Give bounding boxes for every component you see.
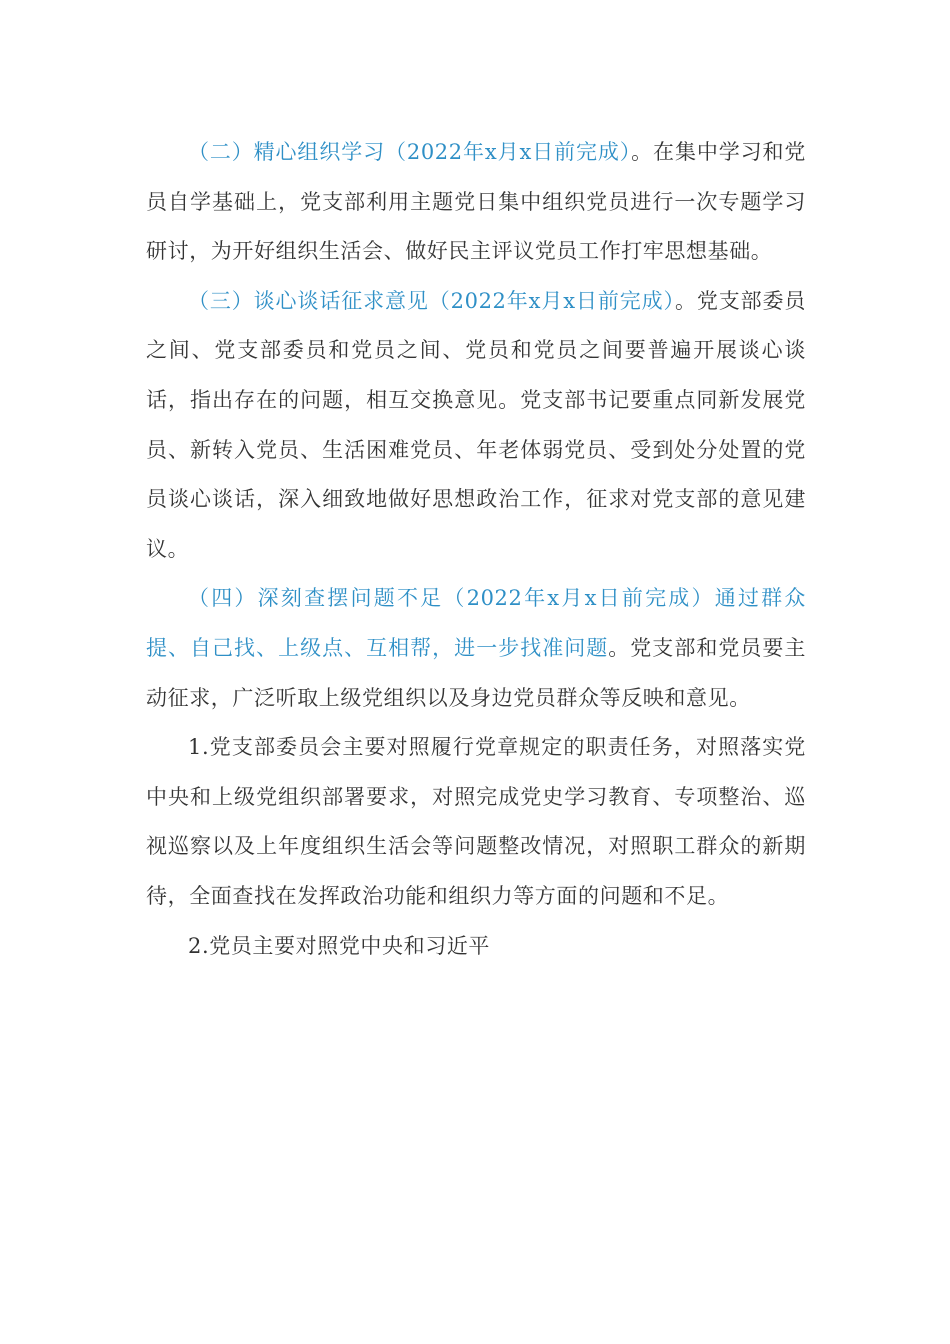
section-heading: （三）谈心谈话征求意见（2022年x月x日前完成） <box>188 288 675 313</box>
paragraph-heart-to-heart <box>146 277 806 575</box>
paragraph-text: 。党支部委员之间、党支部委员和党员之间、党员和党员之间要普遍开展谈心谈话，指出存在的问题，相互交换意见。党支部书记要重点同新发展党员、新转入党员、生活困难党员、年老体弱党员、受到处分处置的党员谈心谈话，深入细致地做好思想政治工作，征求对党支部的意见建议。 <box>146 288 806 561</box>
paragraph-text: 。在集中学习和党员自学基础上，党支部利用主题党日集中组织党员进行一次专题学习研讨，为开好组织生活会、做好民主评议党员工作打牢思想基础。 <box>146 140 806 264</box>
paragraph-text: 。党支部和党员要主动征求，广泛听取上级党组织以及身边党员群众等反映和意见。 <box>146 635 806 710</box>
document-body <box>146 128 806 971</box>
paragraph-find-problems <box>146 574 806 723</box>
section-heading: （二）精心组织学习（2022年x月x日前完成） <box>188 140 632 164</box>
paragraph-item-1 <box>146 723 806 921</box>
paragraph-text: 2.党员主要对照党中央和习近平 <box>188 933 491 958</box>
paragraph-text: 1.党支部委员会主要对照履行党章规定的职责任务，对照落实党中央和上级党组织部署要求，对照完成党史学习教育、专项整治、巡视巡察以及上年度组织生活会等问题整改情况，对照职工群众的新期待，全面查找在发挥政治功能和组织力等方面的问题和不足。 <box>146 735 806 908</box>
paragraph-item-2 <box>146 922 806 972</box>
section-heading: （四）深刻查摆问题不足（2022年x月x日前完成）通过群众提、自己找、上级点、互相帮，进一步找准问题 <box>146 586 806 660</box>
paragraph-study <box>146 128 806 277</box>
